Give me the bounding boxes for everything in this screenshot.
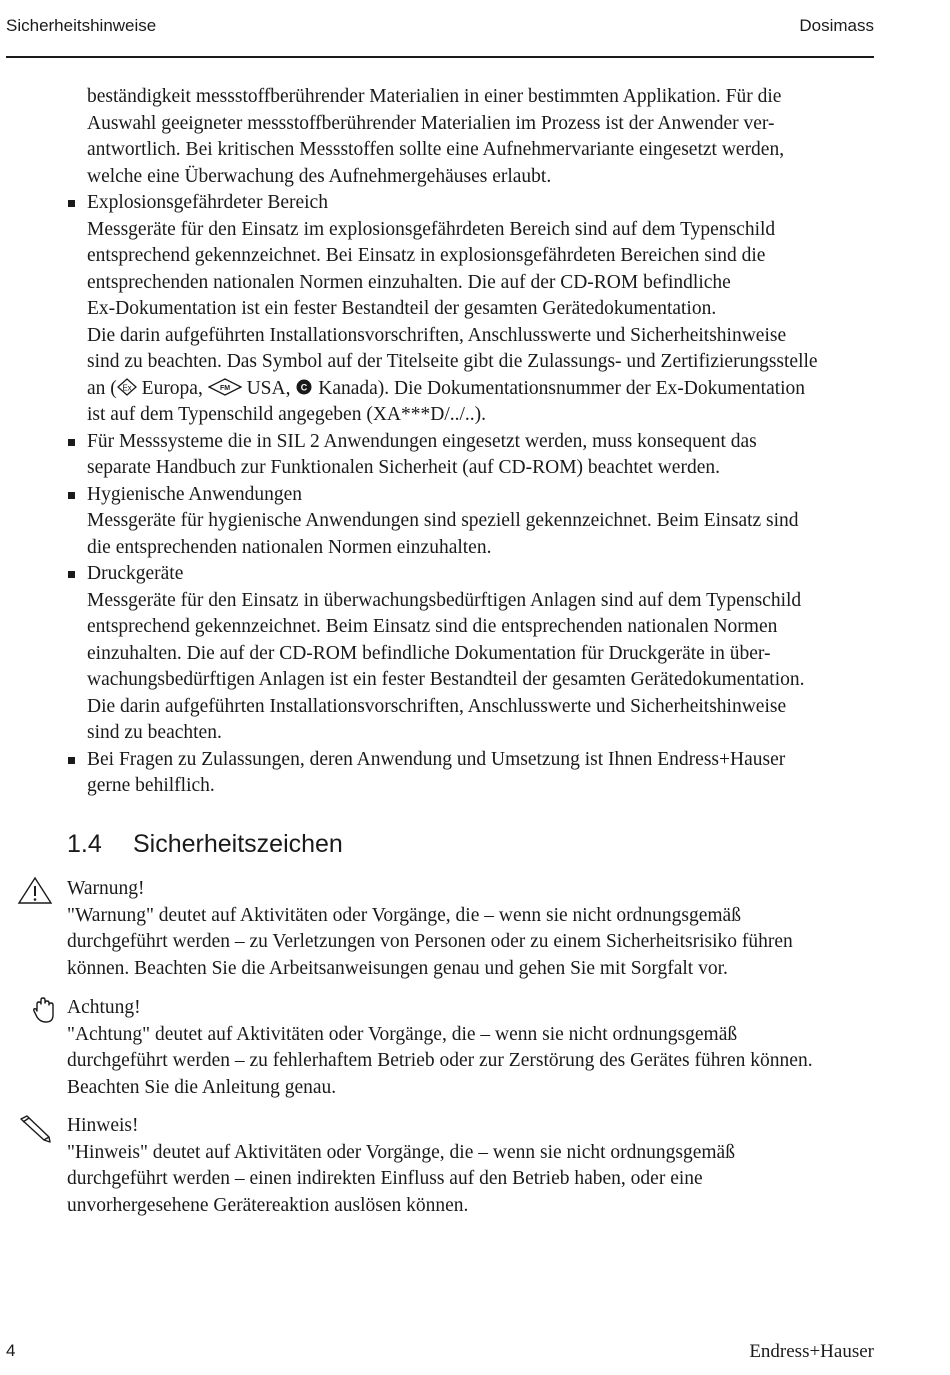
bullet-line: sind zu beachten. Das Symbol auf der Titelseite gibt die Zulassungs- und Zertifizierungsstelle <box>87 351 818 372</box>
header-divider <box>6 56 874 58</box>
bullet-line: Messgeräte für den Einsatz in überwachungsbedürftigen Anlagen sind auf dem Typenschild <box>87 589 802 611</box>
warning-triangle-icon <box>17 876 53 906</box>
notice-line: durchgeführt werden – zu Verletzungen von Personen oder zu einem Sicherheitsrisiko führen <box>67 931 793 952</box>
bullet-line: Die darin aufgeführten Installationsvorschriften, Anschlusswerte und Sicherheitshinweise <box>87 324 787 346</box>
csa-canada-icon <box>295 378 313 396</box>
bullet-line: Hygienische Anwendungen <box>87 483 302 505</box>
intro-line: welche eine Überwachung des Aufnehmergehäuses erlaubt. <box>87 165 552 187</box>
notice-line: "Achtung" deutet auf Aktivitäten oder Vorgänge, die – wenn sie nicht ordnungsgemäß <box>67 1023 738 1045</box>
notice-title: Hinweis! <box>67 1115 139 1136</box>
bullet-line: sind zu beachten. <box>87 722 222 743</box>
bullet-line: ist auf dem Typenschild angegeben (XA***D/../..). <box>87 404 487 425</box>
bullet-line: einzuhalten. Die auf der CD-ROM befindliche Dokumentation für Druckgeräte in über- <box>87 642 771 664</box>
raised-hand-icon <box>31 995 67 1025</box>
section-heading <box>67 830 343 859</box>
bullet-square-icon <box>68 571 75 578</box>
bullet-line: separate Handbuch zur Funktionalen Sicherheit (auf CD-ROM) beachtet werden. <box>87 457 720 478</box>
bullet-line: entsprechend gekennzeichnet. Beim Einsatz sind die entsprechenden nationalen Normen <box>87 616 778 637</box>
section-number: 1.4 <box>67 830 102 858</box>
notice-line: "Hinweis" deutet auf Aktivitäten oder Vorgänge, die – wenn sie nicht ordnungsgemäß <box>67 1141 735 1163</box>
intro-line: Auswahl geeigneter messstoffberührender Materialien im Prozess ist der Anwender ver- <box>87 112 775 134</box>
fm-approval-icon <box>208 378 242 396</box>
bullet-line: entsprechenden nationalen Normen einzuhalten. Die auf der CD-ROM befindliche <box>87 271 731 293</box>
header-product-name: Dosimass <box>799 16 874 35</box>
bullet-item-pressure <box>87 561 877 747</box>
bullet-item-sil2 <box>87 429 877 482</box>
bullet-item-hygienic <box>87 482 877 562</box>
bullet-line: Druckgeräte <box>87 563 184 584</box>
page-number: 4 <box>6 1341 16 1360</box>
svg-text:Ex: Ex <box>122 383 132 392</box>
intro-line: beständigkeit messstoffberührender Materialien in einer bestimmten Applikation. Für die <box>87 86 782 107</box>
bullet-square-icon <box>68 439 75 446</box>
ex-europa-icon <box>117 378 137 396</box>
header-section-title: Sicherheitshinweise <box>6 16 157 35</box>
bullet-line: Explosionsgefährdeter Bereich <box>87 192 328 213</box>
bullet-line-symbols: an ( Ex Europa, FM USA, C Kanada). Die Dokumentationsnummer der Ex-Dokumentation <box>87 377 806 399</box>
notice-line: "Warnung" deutet auf Aktivitäten oder Vorgänge, die – wenn sie nicht ordnungsgemäß <box>67 904 741 926</box>
bullet-line: Ex-Dokumentation ist ein fester Bestandteil der gesamten Gerätedokumentation. <box>87 298 717 319</box>
page-header <box>6 16 874 42</box>
bullet-line: die entsprechenden nationalen Normen einzuhalten. <box>87 536 492 558</box>
pencil-icon <box>17 1113 53 1143</box>
bullet-square-icon <box>68 757 75 764</box>
footer-brand: Endress+Hauser <box>749 1341 874 1362</box>
body-text <box>87 84 877 800</box>
notice-warning <box>67 876 877 982</box>
svg-text:FM: FM <box>219 384 230 392</box>
bullet-square-icon <box>68 492 75 499</box>
bullet-line: Bei Fragen zu Zulassungen, deren Anwendung und Umsetzung ist Ihnen Endress+Hauser <box>87 748 786 770</box>
section-title: Sicherheitszeichen <box>133 830 343 858</box>
bullet-line: wachungsbedürftigen Anlagen ist ein fester Bestandteil der gesamten Gerätedokumentation. <box>87 669 805 690</box>
notice-caution <box>67 995 877 1101</box>
bullet-line: Für Messsysteme die in SIL 2 Anwendungen eingesetzt werden, muss konsequent das <box>87 430 757 452</box>
notice-line: Beachten Sie die Anleitung genau. <box>67 1076 337 1098</box>
bullet-line: Messgeräte für den Einsatz im explosionsgefährdeten Bereich sind auf dem Typenschild <box>87 218 776 240</box>
notice-line: können. Beachten Sie die Arbeitsanweisungen genau und gehen Sie mit Sorgfalt vor. <box>67 957 728 979</box>
bullet-line: Messgeräte für hygienische Anwendungen sind speziell gekennzeichnet. Beim Einsatz sind <box>87 510 799 531</box>
notice-line: durchgeführt werden – zu fehlerhaftem Betrieb oder zur Zerstörung des Gerätes führen können. <box>67 1050 813 1071</box>
notice-title: Achtung! <box>67 997 141 1018</box>
notice-hint <box>67 1113 877 1219</box>
bullet-item-approvals <box>87 747 877 800</box>
notice-line: unvorhergesehene Gerätereaktion auslösen können. <box>67 1194 469 1216</box>
bullet-line: entsprechend gekennzeichnet. Bei Einsatz in explosionsgefährdeten Bereichen sind die <box>87 245 766 266</box>
bullet-item-ex-area <box>87 190 877 429</box>
svg-text:C: C <box>301 382 308 392</box>
notice-line: durchgeführt werden – einen indirekten Einfluss auf den Betrieb haben, oder eine <box>67 1168 703 1189</box>
bullet-square-icon <box>68 200 75 207</box>
bullet-line: gerne behilflich. <box>87 775 215 796</box>
intro-line: antwortlich. Bei kritischen Messstoffen sollte eine Aufnehmervariante eingesetzt werden, <box>87 139 785 160</box>
bullet-line: Die darin aufgeführten Installationsvorschriften, Anschlusswerte und Sicherheitshinweise <box>87 695 787 717</box>
notice-title: Warnung! <box>67 878 145 899</box>
